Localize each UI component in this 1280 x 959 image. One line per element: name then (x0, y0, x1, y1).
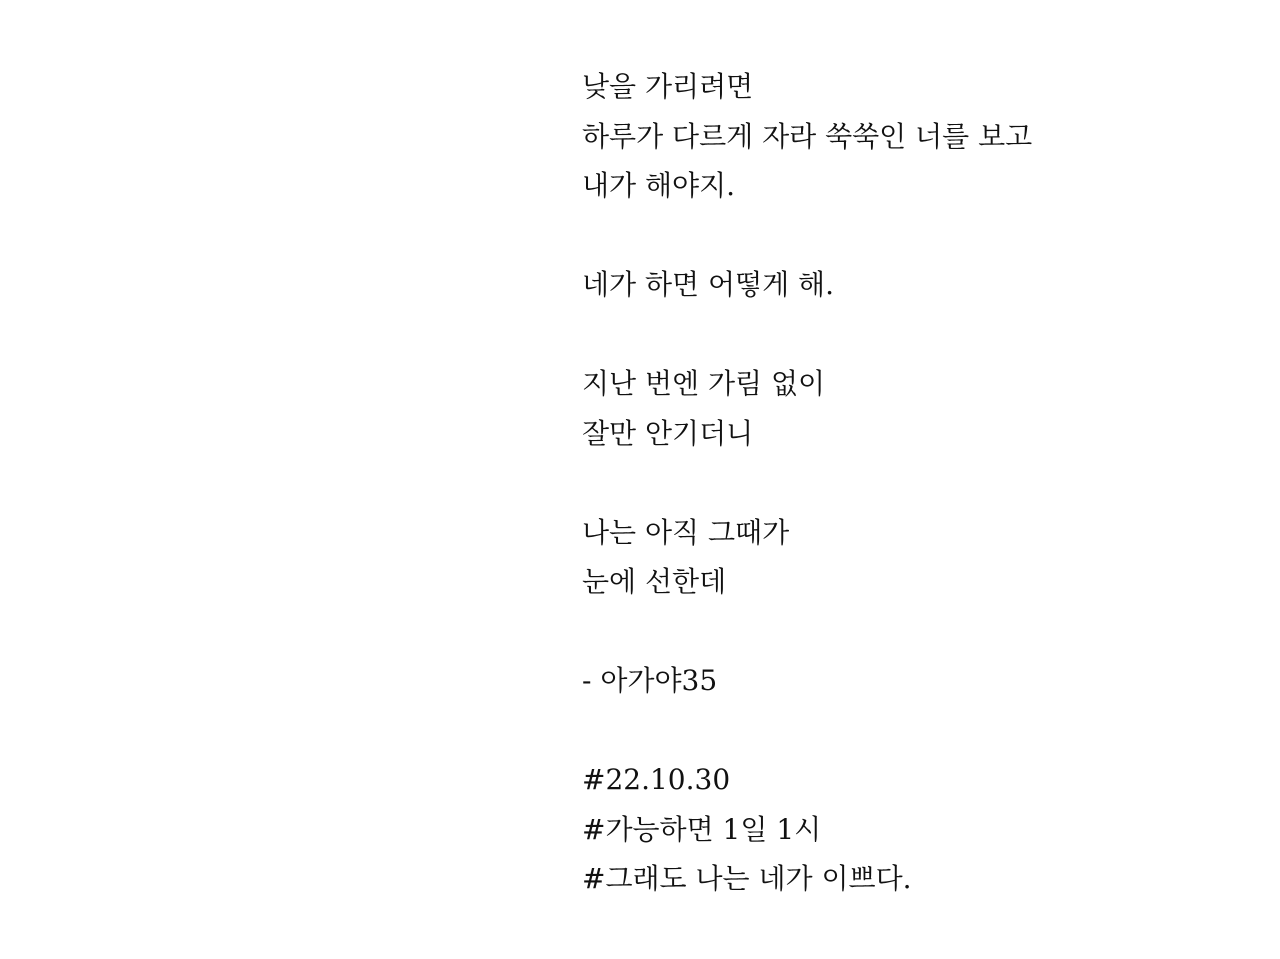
poem-line: 네가 하면 어떻게 해. (582, 268, 834, 301)
poem-line: 나는 아직 그때가 (582, 515, 790, 549)
poem-text (582, 62, 1242, 904)
hashtag: #그래도 나는 네가 이쁘다. (582, 862, 912, 895)
stanza-break (582, 310, 1242, 360)
stanza-break (582, 458, 1242, 508)
signature: - 아가야35 (582, 664, 718, 697)
stanza-break (582, 706, 1242, 756)
hashtag: #가능하면 1일 1시 (582, 812, 822, 846)
poem-line: 내가 해야지. (582, 169, 736, 202)
stanza-break (582, 607, 1242, 657)
poem-line: 지난 번엔 가림 없이 (582, 367, 826, 400)
hashtag: #22.10.30 (582, 763, 731, 796)
poem-line: 낮을 가리려면 (582, 70, 754, 103)
poem-line: 잘만 안기더니 (582, 416, 754, 450)
poem-line: 눈에 선한데 (582, 565, 727, 598)
stanza-break (582, 211, 1242, 261)
poem-line: 하루가 다르게 자라 쑥쑥인 너를 보고 (582, 119, 1033, 153)
